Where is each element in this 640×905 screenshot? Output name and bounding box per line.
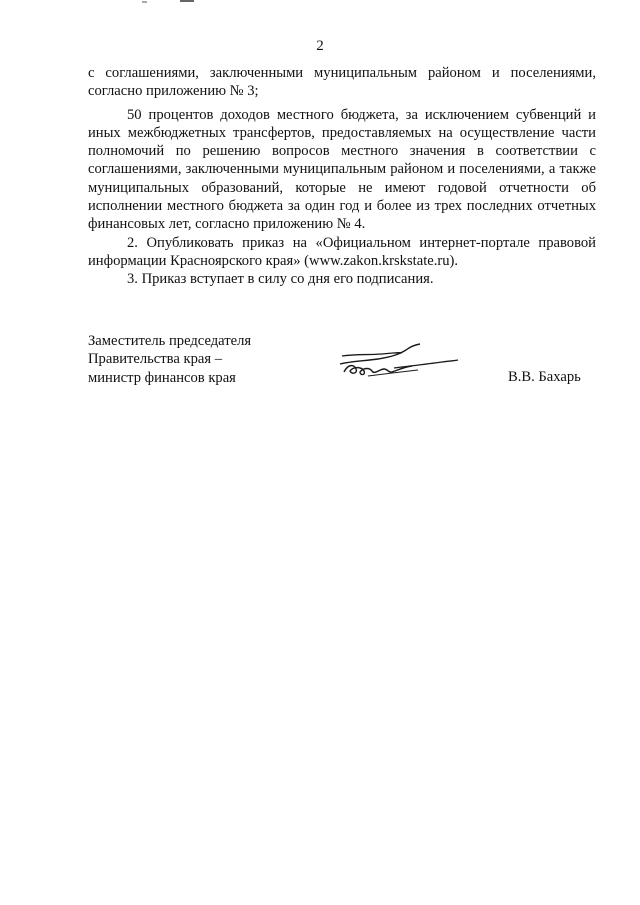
signatory-position-line-1: Заместитель председателя [88, 333, 252, 349]
handwritten-signature [338, 342, 462, 380]
paragraph-publication: 2. Опубликовать приказ на «Официальном интернет-портале правовой информации Красноярского края» (www.zakon.krskstate.ru). [88, 234, 596, 269]
scan-artifact-marks [138, 0, 198, 6]
document-body [88, 64, 596, 289]
paragraph-attachment-3: с соглашениями, заключенными муниципальным районом и поселениями, согласно приложению № 3; [88, 65, 596, 100]
signatory-position [88, 332, 338, 387]
paragraph-attachment-4: 50 процентов доходов местного бюджета, за исключением субвенций и иных межбюджетных трансфертов, предоставляемых на осуществление части полномочий по решению вопросов местного значения в соответствии с соглашениями, заключенными муниципальным районом и поселениями, а также муниципальных образований, которые не имеют годовой отчетности об исполнении местного бюджета за один год и более из трех последних отчетных финансовых лет, согласно приложению № 4. [88, 106, 596, 233]
page-number: 2 [316, 38, 324, 54]
signatory-position-line-3: министр финансов края [88, 369, 236, 386]
signatory-position-line-2: Правительства края – [88, 351, 223, 368]
signatory-name: В.В. Бахарь [508, 369, 581, 385]
paragraph-effective-date: 3. Приказ вступает в силу со дня его подписания. [127, 271, 434, 288]
